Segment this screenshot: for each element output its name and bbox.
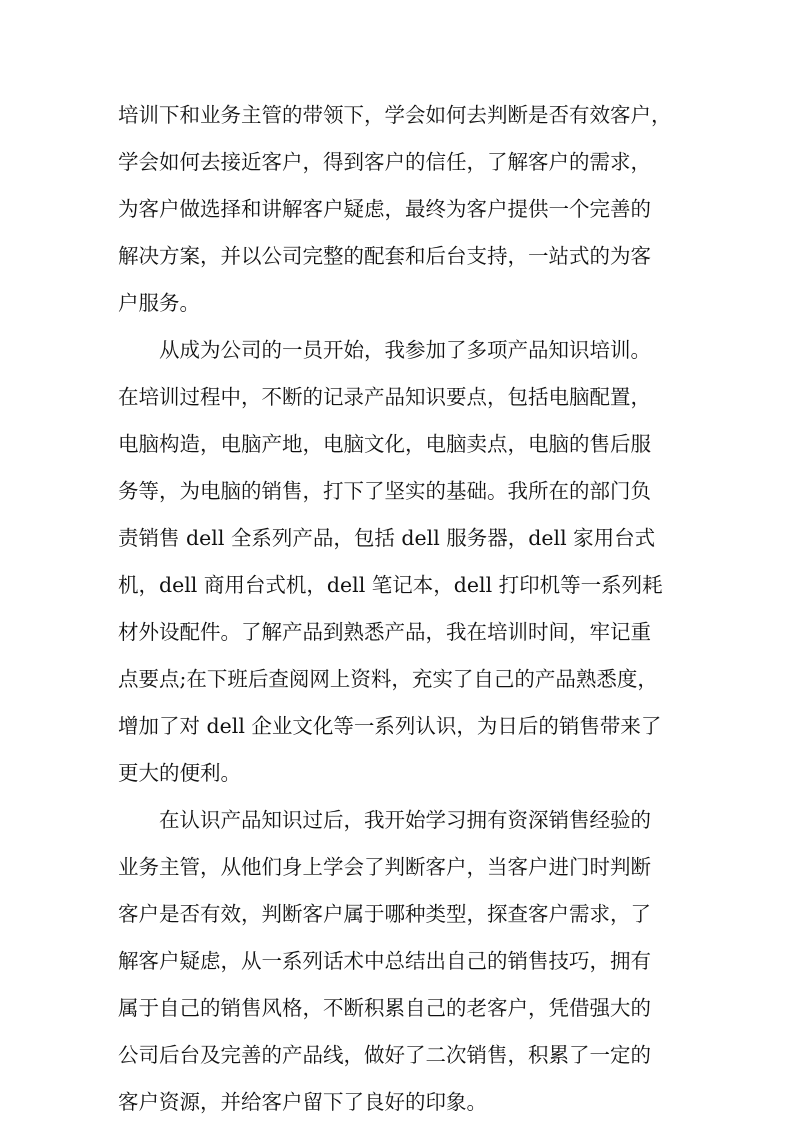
paragraph-line: 责销售 dell 全系列产品，包括 dell 服务器，dell 家用台式 xyxy=(118,526,656,550)
paragraph-line: 电脑构造，电脑产地，电脑文化，电脑卖点，电脑的售后服 xyxy=(118,432,651,456)
paragraph-line: 点要点;在下班后查阅网上资料，充实了自己的产品熟悉度， xyxy=(118,667,658,691)
document-body xyxy=(118,92,678,1126)
paragraph-line: 机，dell 商用台式机，dell 笔记本，dell 打印机等一系列耗 xyxy=(118,573,663,597)
paragraph-line: 客户资源，并给客户留下了良好的印象。 xyxy=(118,1090,487,1114)
paragraph-line: 务等，为电脑的销售，打下了坚实的基础。我所在的部门负 xyxy=(118,479,651,503)
paragraph-line: 增加了对 dell 企业文化等一系列认识，为日后的销售带来了 xyxy=(118,714,662,738)
paragraph-line: 属于自己的销售风格，不断积累自己的老客户，凭借强大的 xyxy=(118,996,651,1020)
paragraph-3 xyxy=(118,797,678,1126)
paragraph-line: 客户是否有效，判断客户属于哪种类型，探查客户需求，了 xyxy=(118,902,651,926)
paragraph-line: 从成为公司的一员开始，我参加了多项产品知识培训。 xyxy=(159,338,651,362)
paragraph-line: 业务主管，从他们身上学会了判断客户，当客户进门时判断 xyxy=(118,855,651,879)
paragraph-line: 解客户疑虑，从一系列话术中总结出自己的销售技巧，拥有 xyxy=(118,949,651,973)
paragraph-line: 培训下和业务主管的带领下，学会如何去判断是否有效客户， xyxy=(118,103,672,127)
paragraph-line: 更大的便利。 xyxy=(118,761,241,785)
paragraph-line: 学会如何去接近客户，得到客户的信任，了解客户的需求， xyxy=(118,150,651,174)
paragraph-line: 公司后台及完善的产品线，做好了二次销售，积累了一定的 xyxy=(118,1043,651,1067)
paragraph-line: 在认识产品知识过后，我开始学习拥有资深销售经验的 xyxy=(159,808,651,832)
paragraph-line: 解决方案，并以公司完整的配套和后台支持，一站式的为客 xyxy=(118,244,651,268)
paragraph-2 xyxy=(118,327,678,797)
paragraph-line: 户服务。 xyxy=(118,291,200,315)
paragraph-1 xyxy=(118,92,678,327)
paragraph-line: 在培训过程中，不断的记录产品知识要点，包括电脑配置， xyxy=(118,385,651,409)
paragraph-line: 材外设配件。了解产品到熟悉产品，我在培训时间，牢记重 xyxy=(118,620,651,644)
paragraph-line: 为客户做选择和讲解客户疑虑，最终为客户提供一个完善的 xyxy=(118,197,651,221)
